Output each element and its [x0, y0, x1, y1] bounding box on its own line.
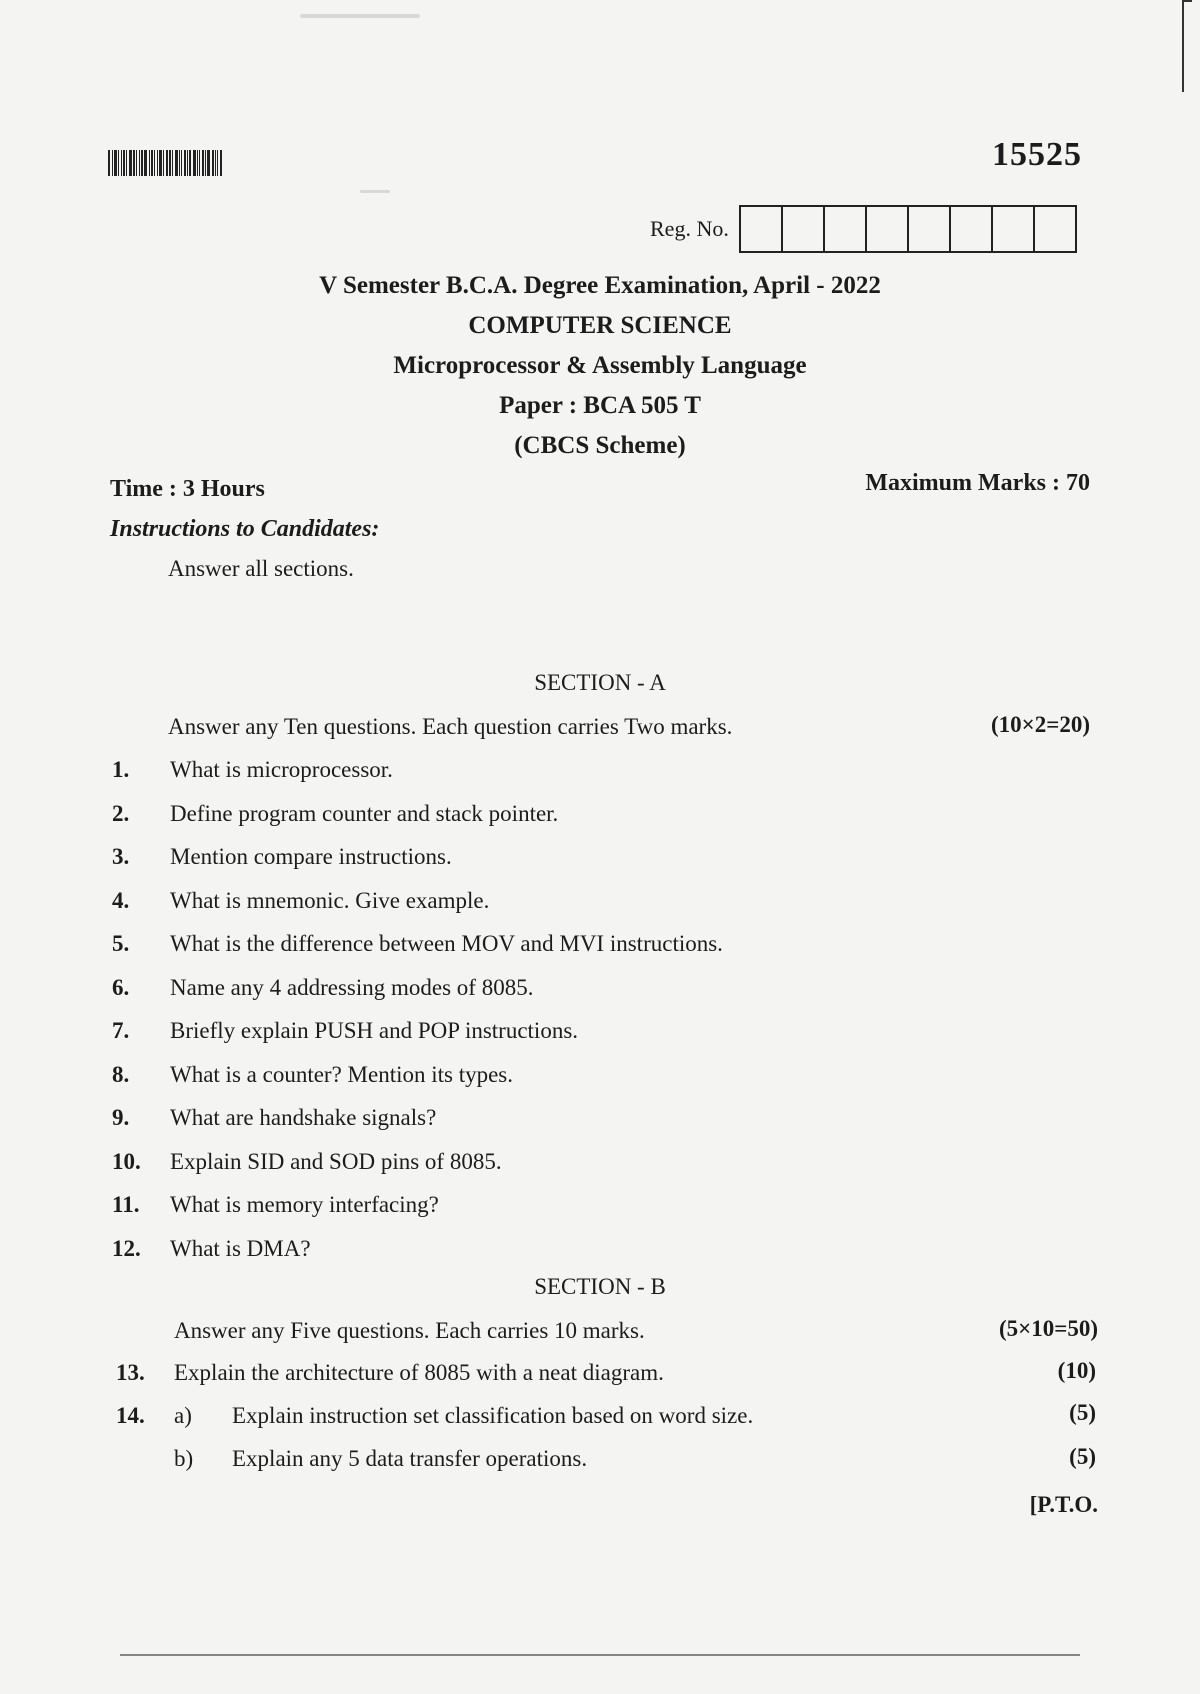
- question-text: Explain SID and SOD pins of 8085.: [170, 1148, 502, 1174]
- question-marks: (5): [1069, 1400, 1096, 1425]
- registration-number: [650, 205, 1077, 253]
- question-number: 11.: [112, 1192, 140, 1217]
- question-number: 12.: [112, 1235, 141, 1261]
- barcode-bar: [197, 150, 198, 176]
- barcode-bar: [187, 150, 188, 176]
- question-number: 6.: [112, 974, 130, 1000]
- barcode-bar: [199, 150, 200, 176]
- question-text: Briefly explain PUSH and POP instructions.: [170, 1018, 579, 1043]
- page-turn-over: [P.T.O.: [1029, 1492, 1098, 1517]
- barcode-bar: [215, 150, 216, 176]
- question-number: 9.: [112, 1105, 130, 1130]
- barcode-bar: [144, 150, 147, 176]
- question-text: What are handshake signals?: [170, 1105, 437, 1130]
- question-text: Explain the architecture of 8085 with a neat diagram.: [174, 1360, 664, 1385]
- barcode-bar: [184, 150, 186, 176]
- question-text: What is microprocessor.: [170, 757, 393, 782]
- sub-question-label: b): [174, 1446, 194, 1471]
- question-item: [112, 801, 1102, 845]
- reg-label: Reg. No.: [650, 216, 729, 241]
- paper-code: 15525: [992, 136, 1082, 173]
- reg-digit-box: [909, 207, 951, 251]
- barcode-bar: [217, 150, 218, 176]
- course-title: Microprocessor & Assembly Language: [393, 352, 807, 379]
- barcode-bar: [207, 150, 210, 176]
- question-number: 14.: [116, 1403, 145, 1428]
- question-item: [112, 1149, 1102, 1193]
- barcode-bar: [121, 150, 122, 176]
- question-item: [112, 844, 1102, 888]
- section-a-instruction: Answer any Ten questions. Each question carries Two marks.: [168, 714, 733, 739]
- barcode-bar: [136, 150, 137, 176]
- barcode-bar: [181, 150, 182, 176]
- question-marks: (5): [1069, 1444, 1096, 1469]
- barcode-bar: [123, 150, 125, 176]
- exam-duration: Time : 3 Hours: [110, 476, 265, 502]
- question-text: Explain any 5 data transfer operations.: [232, 1446, 588, 1471]
- question-text: What is the difference between MOV and MVI instructions.: [170, 931, 723, 956]
- barcode-bar: [112, 150, 113, 176]
- exam-title: V Semester B.C.A. Degree Examination, April - 2022: [319, 272, 881, 299]
- barcode-bar: [149, 150, 150, 176]
- question-item: [112, 931, 1102, 975]
- question-text: What is memory interfacing?: [170, 1192, 439, 1217]
- section-a-heading: SECTION - A: [534, 670, 666, 695]
- reg-digit-box: [825, 207, 867, 251]
- scan-bottom-edge: [120, 1654, 1080, 1656]
- reg-digit-box: [867, 207, 909, 251]
- barcode: [108, 150, 236, 176]
- scan-smudge: [360, 190, 390, 193]
- question-text: What is mnemonic. Give example.: [170, 887, 490, 913]
- barcode-bar: [179, 150, 180, 176]
- question-number: 7.: [112, 1018, 130, 1043]
- question-item: [112, 1192, 1102, 1236]
- section-a-question-list: [112, 757, 1102, 1279]
- question-text: Define program counter and stack pointer.: [170, 800, 559, 826]
- barcode-bar: [151, 150, 153, 176]
- paper-number: Paper : BCA 505 T: [499, 392, 701, 419]
- question-number: 2.: [112, 800, 130, 826]
- section-b-marks: (5×10=50): [998, 1316, 1098, 1341]
- barcode-bar: [114, 150, 117, 176]
- barcode-bar: [202, 150, 204, 176]
- scheme: (CBCS Scheme): [514, 432, 686, 459]
- question-number: 8.: [112, 1061, 130, 1087]
- barcode-bar: [129, 150, 132, 176]
- barcode-bar: [139, 150, 140, 176]
- question-number: 5.: [112, 931, 130, 956]
- barcode-bar: [193, 150, 196, 176]
- question-text: Mention compare instructions.: [170, 844, 452, 869]
- barcode-bar: [126, 150, 127, 176]
- barcode-bar: [133, 150, 135, 176]
- barcode-bar: [163, 150, 164, 176]
- reg-digit-box: [783, 207, 825, 251]
- reg-digit-box: [1035, 207, 1075, 251]
- barcode-bar: [108, 150, 110, 176]
- section-b-instruction: Answer any Five questions. Each carries 10 marks.: [174, 1318, 645, 1343]
- reg-digit-box: [741, 207, 783, 251]
- barcode-bar: [212, 150, 214, 176]
- reg-digit-box: [951, 207, 993, 251]
- barcode-bar: [175, 150, 178, 176]
- section-b-heading: SECTION - B: [534, 1274, 666, 1299]
- scan-smudge: [300, 14, 420, 18]
- barcode-bar: [118, 150, 119, 176]
- barcode-bar: [169, 150, 171, 176]
- question-item: [112, 888, 1102, 932]
- question-text: Name any 4 addressing modes of 8085.: [170, 974, 534, 1000]
- barcode-bar: [205, 150, 206, 176]
- question-marks: (10): [1057, 1358, 1096, 1383]
- question-item: [112, 1062, 1102, 1106]
- section-a-marks: (10×2=20): [990, 712, 1090, 737]
- question-number: 1.: [112, 757, 130, 782]
- barcode-bar: [166, 150, 168, 176]
- instructions-text: Answer all sections.: [168, 556, 354, 581]
- question-number: 10.: [112, 1148, 141, 1174]
- instructions-heading: Instructions to Candidates:: [110, 516, 380, 542]
- question-text: What is DMA?: [170, 1235, 311, 1261]
- barcode-bar: [154, 150, 155, 176]
- question-text: What is a counter? Mention its types.: [170, 1061, 514, 1087]
- question-item: [112, 1018, 1102, 1062]
- reg-digit-box: [993, 207, 1035, 251]
- question-number: 4.: [112, 887, 130, 913]
- question-item: [112, 757, 1102, 801]
- question-text: Explain instruction set classification based on word size.: [232, 1403, 754, 1428]
- sub-question-label: a): [174, 1403, 192, 1428]
- question-number: 3.: [112, 844, 130, 869]
- barcode-bar: [159, 150, 162, 176]
- barcode-bar: [157, 150, 158, 176]
- reg-number-boxes: [739, 205, 1077, 253]
- question-item: [112, 1236, 1102, 1280]
- question-item: [112, 1105, 1102, 1149]
- question-item: [112, 975, 1102, 1019]
- barcode-bar: [220, 150, 222, 176]
- question-number: 13.: [116, 1360, 145, 1385]
- barcode-bar: [141, 150, 143, 176]
- maximum-marks: Maximum Marks : 70: [865, 470, 1090, 496]
- subject-title: COMPUTER SCIENCE: [468, 312, 732, 339]
- barcode-bar: [189, 150, 191, 176]
- barcode-bar: [172, 150, 173, 176]
- scan-corner-mark: [1182, 0, 1192, 92]
